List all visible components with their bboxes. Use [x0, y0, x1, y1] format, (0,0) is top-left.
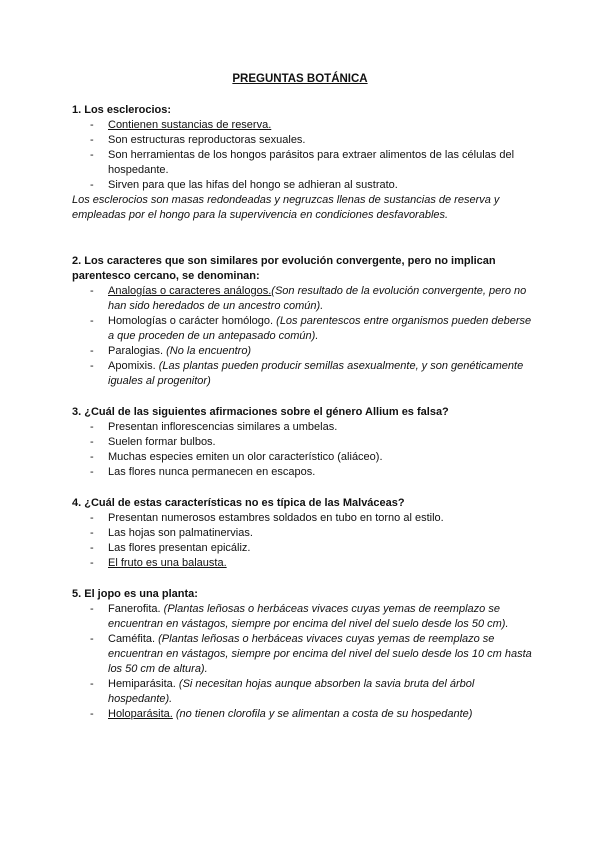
option-text: Presentan numerosos estambres soldados en tubo en torno al estilo. — [108, 512, 444, 524]
question-1-title: 1. Los esclerocios: — [72, 104, 172, 116]
option-4b — [72, 526, 532, 541]
option-4a — [72, 511, 532, 526]
question-5 — [72, 587, 532, 722]
question-3-options — [72, 420, 532, 480]
question-2-title: 2. Los caracteres que son similares por evolución convergente, pero no implican parentesco cercano, se denominan: — [72, 255, 496, 282]
option-note: (Plantas leñosas o herbáceas vivaces cuyas yemas de reemplazo se encuentran en vástagos, siempre por encima del nivel del suelo desde los 50 cm). — [108, 603, 509, 630]
option-3a — [72, 420, 532, 435]
option-text: Suelen formar bulbos. — [108, 436, 216, 448]
option-text: Homologías o carácter homólogo. — [108, 315, 274, 327]
question-2 — [72, 254, 532, 389]
option-text: Son herramientas de los hongos parásitos para extraer alimentos de las células del hospedante. — [108, 149, 515, 176]
option-text: Fanerofita. — [108, 603, 161, 615]
question-5-options — [72, 602, 532, 722]
option-2a — [72, 284, 532, 314]
option-text: Holoparásita. — [108, 708, 173, 720]
option-text: Analogías o caracteres análogos. — [108, 285, 272, 297]
option-text: Son estructuras reproductoras sexuales. — [108, 134, 306, 146]
option-text: Contienen sustancias de reserva. — [108, 119, 272, 131]
option-5a — [72, 602, 532, 632]
option-note: (Son resultado de la evolución convergente, pero no han sido heredados de un ancestro común). — [108, 285, 527, 312]
question-3-title: 3. ¿Cuál de las siguientes afirmaciones sobre el género Allium es falsa? — [72, 406, 449, 418]
option-3d — [72, 465, 532, 480]
option-5c — [72, 677, 532, 707]
option-text: Muchas especies emiten un olor característico (aliáceo). — [108, 451, 383, 463]
option-3b — [72, 435, 532, 450]
option-2d — [72, 359, 532, 389]
option-text: Sirven para que las hifas del hongo se adhieran al sustrato. — [108, 179, 398, 191]
question-4 — [72, 496, 532, 571]
option-5d — [72, 707, 532, 722]
option-text: Apomixis. — [108, 360, 156, 372]
option-note: (Si necesitan hojas aunque absorben la savia bruta del árbol hospedante). — [108, 678, 475, 705]
question-2-options — [72, 284, 532, 389]
option-2b — [72, 314, 532, 344]
option-text: Presentan inflorescencias similares a umbelas. — [108, 421, 338, 433]
option-text: Paralogias. — [108, 345, 164, 357]
option-1b — [72, 133, 532, 148]
option-1a — [72, 118, 532, 133]
option-note: (no tienen clorofila y se alimentan a costa de su hospedante) — [175, 708, 473, 720]
document-title: PREGUNTAS BOTÁNICA — [232, 73, 368, 85]
option-5b — [72, 632, 532, 677]
option-1d — [72, 178, 532, 193]
question-1-explanation: Los esclerocios son masas redondeadas y negruzcas llenas de sustancias de reserva y empleadas por el hongo para la supervivencia en condiciones desfavorables. — [72, 194, 500, 221]
option-text: Hemiparásita. — [108, 678, 176, 690]
option-text: El fruto es una balausta. — [108, 557, 227, 569]
option-2c — [72, 344, 532, 359]
option-text: Las hojas son palmatinervias. — [108, 527, 253, 539]
option-note: (Las plantas pueden producir semillas asexualmente, y son genéticamente iguales al progenitor) — [108, 360, 524, 387]
option-4d — [72, 556, 532, 571]
question-4-title: 4. ¿Cuál de estas características no es típica de las Malváceas? — [72, 497, 405, 509]
option-1c — [72, 148, 532, 178]
option-4c — [72, 541, 532, 556]
question-1-options — [72, 118, 532, 193]
question-1 — [72, 103, 532, 223]
option-3c — [72, 450, 532, 465]
option-note: (Los parentescos entre organismos pueden deberse a que proceden de un antepasado común). — [108, 315, 532, 342]
question-3 — [72, 405, 532, 480]
option-text: Caméfita. — [108, 633, 156, 645]
option-note: (Plantas leñosas o herbáceas vivaces cuyas yemas de reemplazo se encuentran en vástagos, siempre por encima del nivel del suelo desde los 10 cm hasta los 50 cm de altura). — [108, 633, 532, 675]
option-note: (No la encuentro) — [166, 345, 252, 357]
option-text: Las flores presentan epicáliz. — [108, 542, 251, 554]
question-4-options — [72, 511, 532, 571]
option-text: Las flores nunca permanecen en escapos. — [108, 466, 316, 478]
question-5-title: 5. El jopo es una planta: — [72, 588, 198, 600]
